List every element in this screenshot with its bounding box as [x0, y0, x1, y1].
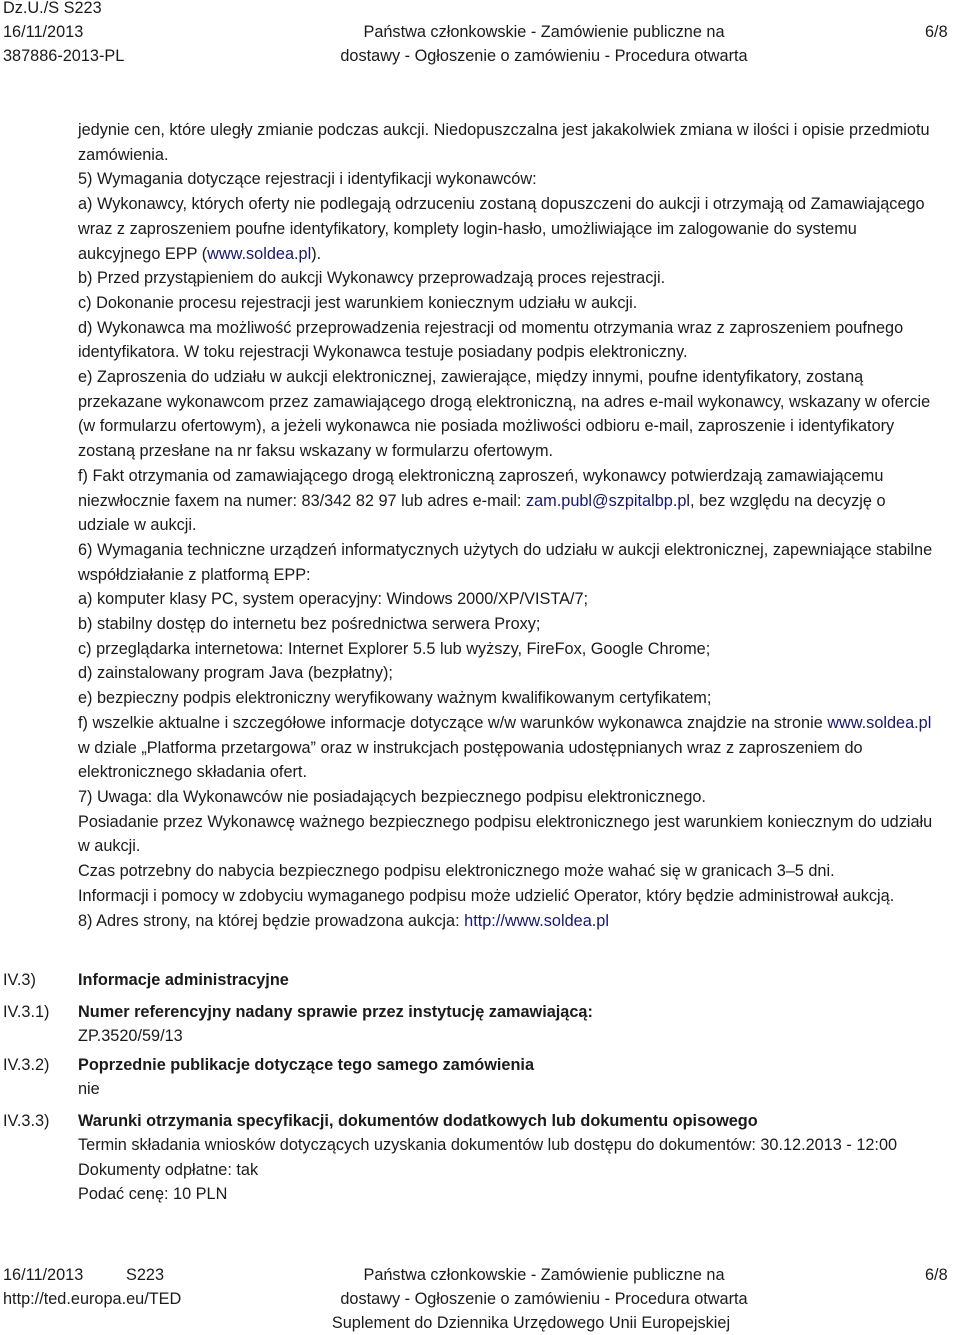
paragraph — [78, 711, 940, 785]
footer-series: S223 — [126, 1266, 165, 1284]
reference-number: ZP.3520/59/13 — [78, 1027, 183, 1045]
paragraph-text: ). — [311, 244, 322, 263]
soldea-link[interactable]: www.soldea.pl — [207, 244, 312, 263]
paragraph: Podać cenę: 10 PLN — [78, 1185, 228, 1204]
paragraph-text: f) wszelkie aktualne i szczegółowe informacje dotyczące w/w warunków wykonawca znajdzie na stronie — [78, 713, 828, 732]
paragraph: c) Dokonanie procesu rejestracji jest warunkiem koniecznym udziału w aukcji. — [78, 293, 638, 312]
header-title-line2: dostawy - Ogłoszenie o zamówieniu - Procedura otwarta — [340, 47, 748, 65]
footer-date: 16/11/2013 — [3, 1266, 84, 1284]
paragraph: c) przeglądarka internetowa: Internet Explorer 5.5 lub wyższy, FireFox, Google Chrome; — [78, 639, 711, 658]
footer-title-line3: Suplement do Dziennika Urzędowego Unii Europejskiej — [331, 1314, 731, 1332]
paragraph: 6) Wymagania techniczne urządzeń informatycznych użytych do udziału w aukcji elektronicznej, zapewniające stabilne współdziałanie z platformą EPP: — [78, 540, 933, 584]
section-number: IV.3) — [3, 971, 36, 989]
paragraph: d) zainstalowany program Java (bezpłatny); — [78, 664, 393, 683]
paragraph: 7) Uwaga: dla Wykonawców nie posiadających bezpiecznego podpisu elektronicznego. — [78, 787, 706, 806]
paragraph — [78, 909, 940, 934]
paragraph: jedynie cen, które uległy zmianie podczas aukcji. Niedopuszczalna jest jakakolwiek zmiana w ilości i opisie przedmiotu zamówienia. — [78, 121, 930, 164]
paragraph: Czas potrzebny do nabycia bezpiecznego podpisu elektronicznego może wahać się w granicach 3–5 dni. — [78, 862, 835, 881]
footer-title-line1: Państwa członkowskie - Zamówienie publiczne na — [363, 1266, 725, 1284]
paragraph — [78, 464, 940, 538]
paragraph-text: a) Wykonawcy, których oferty nie podlegają odrzuceniu zostaną dopuszczeni do aukcji i otrzymają od Zamawiającego wraz z zaproszeniem poufne identyfikatory, komplety login-hasło, umożliwiające im zalogowanie do systemu aukcyjnego EPP ( — [78, 195, 925, 263]
section-title: Informacje administracyjne — [78, 971, 289, 989]
paragraph: Termin składania wniosków dotyczących uzyskania dokumentów lub dostępu do dokumentów: 30.12.2013 - 12:00 — [78, 1136, 898, 1154]
paragraph: Informacji i pomocy w zdobyciu wymaganego podpisu może udzielić Operator, który będzie administrował aukcją. — [78, 886, 895, 905]
paragraph-text: f) Fakt otrzymania od zamawiającego drogą elektroniczną zaproszeń, wykonawcy potwierdzają zamawiającemu niezwłocznie faxem na numer: 83/342 82 97 lub adres e-mail: — [78, 466, 884, 510]
paragraph: d) Wykonawca ma możliwość przeprowadzenia rejestracji od momentu otrzymania wraz z zaproszeniem poufnego identyfikatora. W toku rejestracji Wykonawca testuje posiadany podpis elektroniczny. — [78, 318, 904, 362]
footer-url[interactable]: http://ted.europa.eu/TED — [3, 1290, 182, 1308]
paragraph-text: 8) Adres strony, na której będzie prowadzona aukcja: — [78, 911, 465, 930]
header-page-number: 6/8 — [925, 23, 948, 41]
body-text — [78, 118, 940, 933]
paragraph: 5) Wymagania dotyczące rejestracji i identyfikacji wykonawców: — [78, 170, 537, 189]
section-number: IV.3.1) — [3, 1003, 50, 1021]
footer-page-number: 6/8 — [925, 1266, 948, 1284]
paragraph: e) Zaproszenia do udziału w aukcji elektronicznej, zawierające, między innymi, poufne identyfikatory, zostaną przekazane wykonawcom przez zamawiającego drogą elektroniczną, na adres e-mail wykonawcy, wskazany w ofercie (w formularzu ofertowym), a jeżeli wykonawca nie posiada możliwości odbioru e-mail, zaproszenie i identyfikatory zostaną przesłane na nr faksu wskazany w formularzu ofertowym. — [78, 368, 931, 461]
section-title: Poprzednie publikacje dotyczące tego samego zamówienia — [78, 1056, 535, 1074]
section-number: IV.3.3) — [3, 1112, 50, 1130]
email-link[interactable]: zam.publ@szpitalbp.pl — [525, 491, 691, 510]
header-ref: 387886-2013-PL — [3, 47, 125, 65]
section-title: Warunki otrzymania specyfikacji, dokumentów dodatkowych lub dokumentu opisowego — [78, 1112, 758, 1130]
paragraph: b) Przed przystąpieniem do aukcji Wykonawcy przeprowadzają proces rejestracji. — [78, 269, 666, 288]
paragraph-text: w dziale „Platforma przetargowa” oraz w instrukcjach postępowania udostępnianych wraz z zaproszeniem do elektronicznego składania ofert. — [78, 738, 863, 782]
header-date: 16/11/2013 — [3, 23, 84, 41]
paragraph-text: , bez względu na decyzję o udziale w aukcji. — [78, 491, 886, 535]
soldea-link[interactable]: www.soldea.pl — [827, 713, 932, 732]
paragraph: a) komputer klasy PC, system operacyjny: Windows 2000/XP/VISTA/7; — [78, 590, 589, 609]
paragraph: Dokumenty odpłatne: tak — [78, 1160, 259, 1179]
section-number: IV.3.2) — [3, 1056, 50, 1074]
section-title: Numer referencyjny nadany sprawie przez instytucję zamawiającą: — [78, 1003, 593, 1021]
paragraph — [78, 192, 940, 266]
section-value: nie — [78, 1080, 100, 1098]
auction-url-link[interactable]: http://www.soldea.pl — [464, 911, 609, 930]
paragraph: e) bezpieczny podpis elektroniczny weryfikowany ważnym kwalifikowanym certyfikatem; — [78, 689, 712, 708]
footer-title-line2: dostawy - Ogłoszenie o zamówieniu - Procedura otwarta — [340, 1290, 748, 1308]
paragraph: Posiadanie przez Wykonawcę ważnego bezpiecznego podpisu elektronicznego jest warunkiem koniecznym do udziału w aukcji. — [78, 812, 933, 856]
paragraph: b) stabilny dostęp do internetu bez pośrednictwa serwera Proxy; — [78, 615, 541, 634]
section-text — [78, 1133, 928, 1207]
header-journal: Dz.U./S S223 — [3, 0, 102, 17]
header-title-line1: Państwa członkowskie - Zamówienie publiczne na — [363, 23, 725, 41]
